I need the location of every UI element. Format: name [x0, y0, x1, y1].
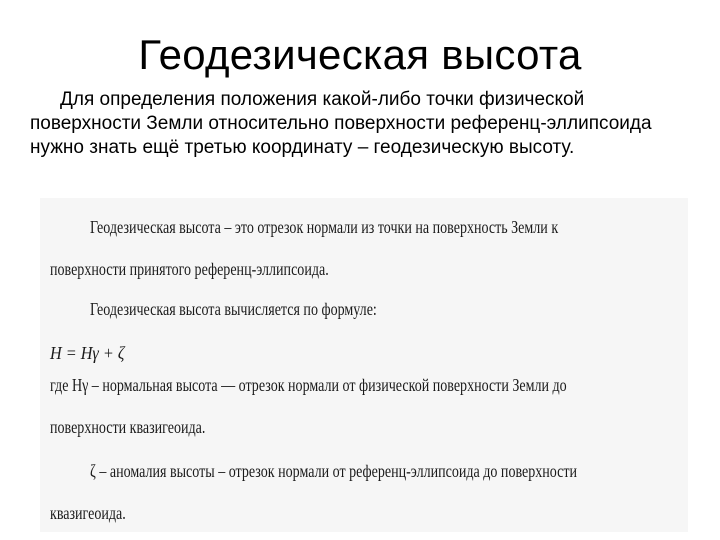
scan-line-definition-cont: поверхности принятого референц-эллипсоида. [50, 259, 329, 279]
scan-line-normal-height: где Hγ – нормальная высота — отрезок нормали от физической поверхности Земли до [50, 375, 567, 395]
scan-line-formula: H = Hγ + ζ [50, 343, 125, 363]
intro-paragraph: Для определения положения какой-либо точки физической поверхности Земли относительно поверхности референц-эллипсоида нужно знать ещё третью координату – геодезическую высоту. [30, 89, 652, 158]
scan-line-height-anomaly: ζ – аномалия высоты – отрезок нормали от референц-эллипсоида до поверхности [90, 461, 578, 481]
scanned-text-image [40, 198, 688, 532]
scan-line-height-anomaly-cont: квазигеоида. [50, 503, 126, 523]
scan-line-formula-intro: Геодезическая высота вычисляется по формуле: [90, 299, 377, 319]
scan-line-definition: Геодезическая высота – это отрезок нормали из точки на поверхность Земли к [90, 217, 559, 237]
slide-title: Геодезическая высота [138, 31, 582, 78]
scan-line-normal-height-cont: поверхности квазигеоида. [50, 417, 206, 437]
